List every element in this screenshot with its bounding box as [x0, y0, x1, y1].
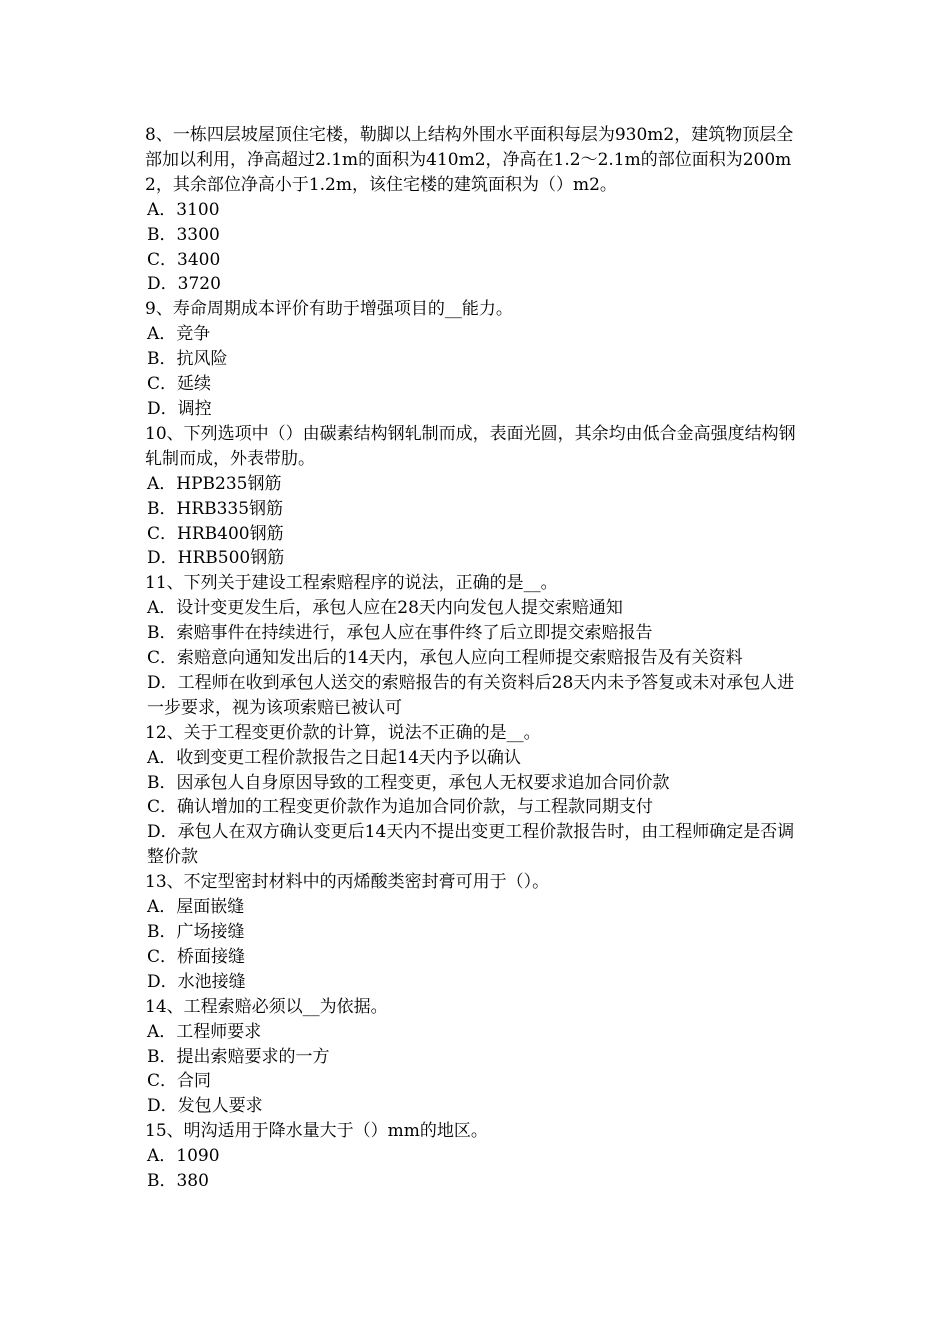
question-stem: 13、不定型密封材料中的丙烯酸类密封膏可用于（）。 [145, 872, 550, 893]
question-stem: 14、工程索赔必须以__为依据。 [145, 996, 388, 1017]
option-a: A．工程师要求 [147, 1021, 262, 1042]
option-c: C．延续 [147, 374, 212, 395]
question-10 [145, 422, 810, 571]
option-c: C．桥面接缝 [147, 946, 246, 967]
option-b: B．提出索赔要求的一方 [147, 1046, 330, 1067]
option-d: D．工程师在收到承包人送交的索赔报告的有关资料后28天内未予答复或未对承包人进一步要求，视为该项索赔已被认可 [147, 672, 795, 718]
option-c: C．HRB400钢筋 [147, 523, 284, 544]
question-stem: 11、下列关于建设工程索赔程序的说法，正确的是__。 [145, 573, 558, 594]
option-b: B．HRB335钢筋 [147, 498, 284, 519]
option-a: A．竞争 [147, 324, 211, 345]
option-a: A．屋面嵌缝 [147, 897, 245, 918]
question-stem: 12、关于工程变更价款的计算，说法不正确的是__。 [145, 722, 541, 743]
question-stem: 15、明沟适用于降水量大于（）mm的地区。 [145, 1121, 488, 1142]
option-a: A．收到变更工程价款报告之日起14天内予以确认 [147, 747, 521, 768]
question-8 [145, 123, 810, 297]
question-12 [145, 721, 810, 870]
option-a: A．设计变更发生后，承包人应在28天内向发包人提交索赔通知 [147, 598, 623, 619]
question-15 [145, 1119, 810, 1194]
document-page [145, 123, 810, 1194]
option-b: B．抗风险 [147, 349, 228, 370]
question-stem: 9、寿命周期成本评价有助于增强项目的__能力。 [145, 299, 513, 320]
option-d: D．HRB500钢筋 [147, 548, 285, 569]
option-b: B．380 [147, 1171, 209, 1192]
question-stem: 8、一栋四层坡屋顶住宅楼，勒脚以上结构外围水平面积每层为930m2，建筑物顶层全部加以利用，净高超过2.1m的面积为410m2，净高在1.2～2.1m的部位面积为200m2，其余部位净高小于1.2m，该住宅楼的建筑面积为（）m2。 [145, 125, 794, 195]
option-b: B．广场接缝 [147, 922, 245, 942]
option-d: D．承包人在双方确认变更后14天内不提出变更工程价款报告时，由工程师确定是否调整价款 [147, 822, 795, 868]
option-d: D．调控 [147, 398, 212, 419]
option-a: A．1090 [147, 1146, 220, 1167]
option-b: B．索赔事件在持续进行，承包人应在事件终了后立即提交索赔报告 [147, 623, 653, 644]
option-d: D．3720 [147, 274, 221, 295]
question-9 [145, 297, 810, 422]
option-b: B．因承包人自身原因导致的工程变更，承包人无权要求追加合同价款 [147, 772, 670, 793]
option-a: A．3100 [147, 199, 220, 220]
option-b: B．3300 [147, 224, 220, 245]
option-a: A．HPB235钢筋 [147, 473, 282, 494]
option-d: D．发包人要求 [147, 1096, 263, 1117]
option-c: C．索赔意向通知发出后的14天内，承包人应向工程师提交索赔报告及有关资料 [147, 648, 743, 669]
option-c: C．合同 [147, 1071, 212, 1092]
question-stem: 10、下列选项中（）由碳素结构钢轧制而成，表面光圆，其余均由低合金高强度结构钢轧制而成，外表带肋。 [145, 423, 796, 469]
option-c: C．确认增加的工程变更价款作为追加合同价款，与工程款同期支付 [147, 797, 654, 818]
question-11 [145, 571, 810, 720]
option-d: D．水池接缝 [147, 971, 246, 992]
option-c: C．3400 [147, 249, 221, 270]
question-13 [145, 870, 810, 995]
question-14 [145, 995, 810, 1120]
